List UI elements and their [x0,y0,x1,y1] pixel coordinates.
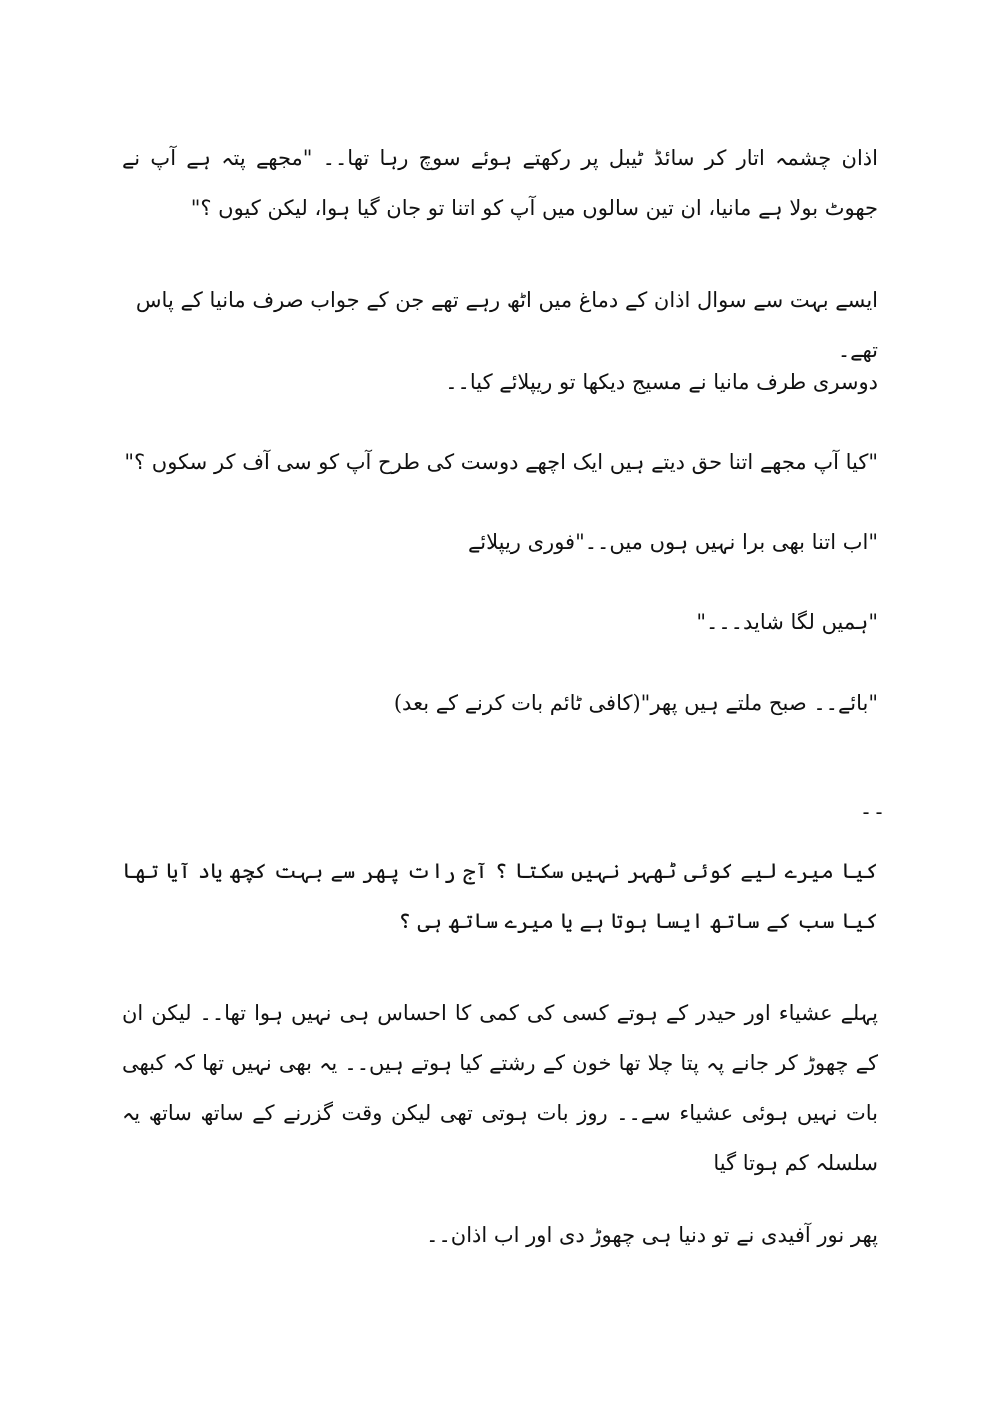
paragraph-1: اذان چشمہ اتار کر سائڈ ٹیبل پر رکھتے ہوئے سوچ رہا تھا۔۔ "مجھے پتہ ہے آپ نے جھوٹ بولا ہے مانیا، ان تین سالوں میں آپ کو اتنا تو جان گیا ہوا، لیکن کیوں ؟" [122,146,878,220]
paragraph-9: پہلے عشیاء اور حیدر کے ہوتے کسی کی کمی کا احساس ہی نہیں ہوا تھا۔۔ لیکن ان کے چھوڑ کر جانے پہ پتا چلا تھا خون کے رشتے کیا ہوتے ہیں۔۔ یہ بھی نہیں تھا کہ کبھی بات نہیں ہوئی عشیاء سے۔۔ روز بات ہوتی تھی لیکن وقت گزرنے کے ساتھ ساتھ یہ سلسلہ کم ہوتا گیا [122,1001,878,1175]
paragraph-2: ایسے بہت سے سوال اذان کے دماغ میں اٹھ رہے تھے جن کے جواب صرف مانیا کے پاس تھے۔ [135,288,878,362]
paragraph-5: "اب اتنا بھی برا نہیں ہوں میں۔۔"فوری ریپلائے [467,530,878,554]
paragraph-4: "کیا آپ مجھے اتنا حق دیتے ہیں ایک اچھے دوست کی طرح آپ کو سی آف کر سکوں ؟" [124,450,878,474]
paragraph-10: پھر نور آفیدی نے تو دنیا ہی چھوڑ دی اور اب اذان۔۔ [426,1223,878,1247]
paragraph-8: کیا میرے لیے کوئی ٹھہر نہیں سکتا ؟ آج رات پھر سے بہت کچھ یاد آیا تھا کیا سب کے ساتھ ایسا ہوتا ہے یا میرے ساتھ ہی ؟ [122,859,878,933]
paragraph-6: "ہمیں لگا شاید۔۔۔" [696,610,878,634]
paragraph-7: "بائے۔۔ صبح ملتے ہیں پھر"(کافی ٹائم بات کرنے کے بعد) [393,691,878,715]
paragraph-3: دوسری طرف مانیا نے مسیج دیکھا تو ریپلائے کیا۔۔ [445,370,878,394]
section-separator: -- [860,800,887,824]
